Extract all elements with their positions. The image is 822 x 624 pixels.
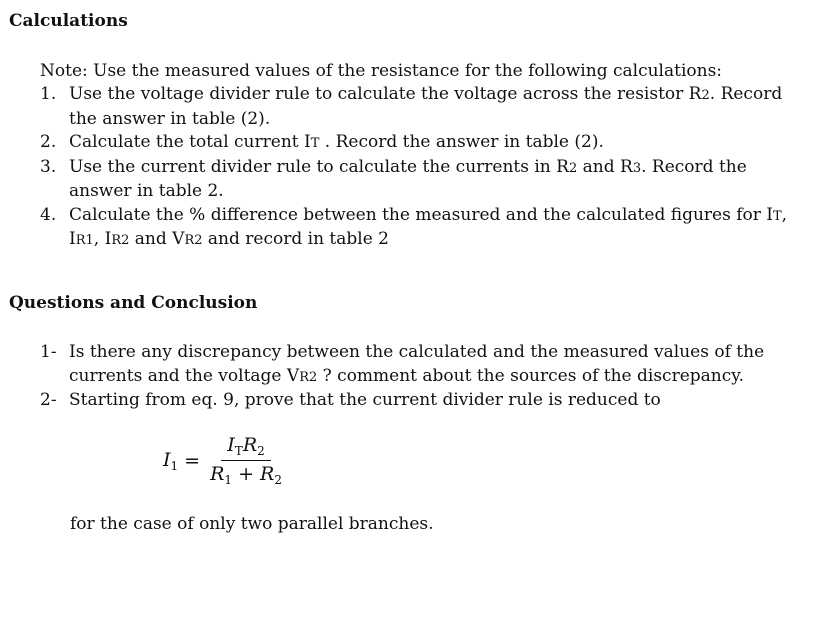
formula-numerator: $I_TR_2$ bbox=[221, 434, 270, 461]
list-item: 1- Is there any discrepancy between the calculated and the measured values of the currents and the voltage VR2 ? comment about the sources of the discrepancy. bbox=[40, 342, 765, 386]
list-item: 2- Starting from eq. 9, prove that the current divider rule is reduced to bbox=[40, 390, 661, 410]
list-item: 1. Use the voltage divider rule to calculate the voltage across the resistor R2. Record the answer in table (2). bbox=[40, 84, 783, 129]
formula-lhs: $I_1$ bbox=[163, 448, 179, 473]
questions-heading: Questions and Conclusion bbox=[9, 293, 258, 313]
questions-list bbox=[40, 341, 814, 413]
list-item: 4. Calculate the % difference between the measured and the calculated figures for IT, IR1, IR2 and VR2 and record in table 2 bbox=[40, 204, 788, 249]
list-item: 3. Use the current divider rule to calculate the currents in R2 and R3. Record the answer in table 2. bbox=[40, 156, 747, 201]
formula-denominator: $R_1 + R_2$ bbox=[210, 463, 282, 487]
calculations-heading: Calculations bbox=[9, 11, 128, 31]
current-divider-formula bbox=[163, 434, 284, 487]
formula-equals: = bbox=[184, 449, 201, 472]
calculations-list bbox=[40, 83, 814, 253]
conclusion-tail-text: for the case of only two parallel branches. bbox=[70, 514, 434, 534]
formula-fraction bbox=[208, 434, 284, 487]
list-item: 2. Calculate the total current IT . Record the answer in table (2). bbox=[40, 132, 604, 152]
calculations-note: Note: Use the measured values of the resistance for the following calculations: bbox=[40, 61, 723, 81]
